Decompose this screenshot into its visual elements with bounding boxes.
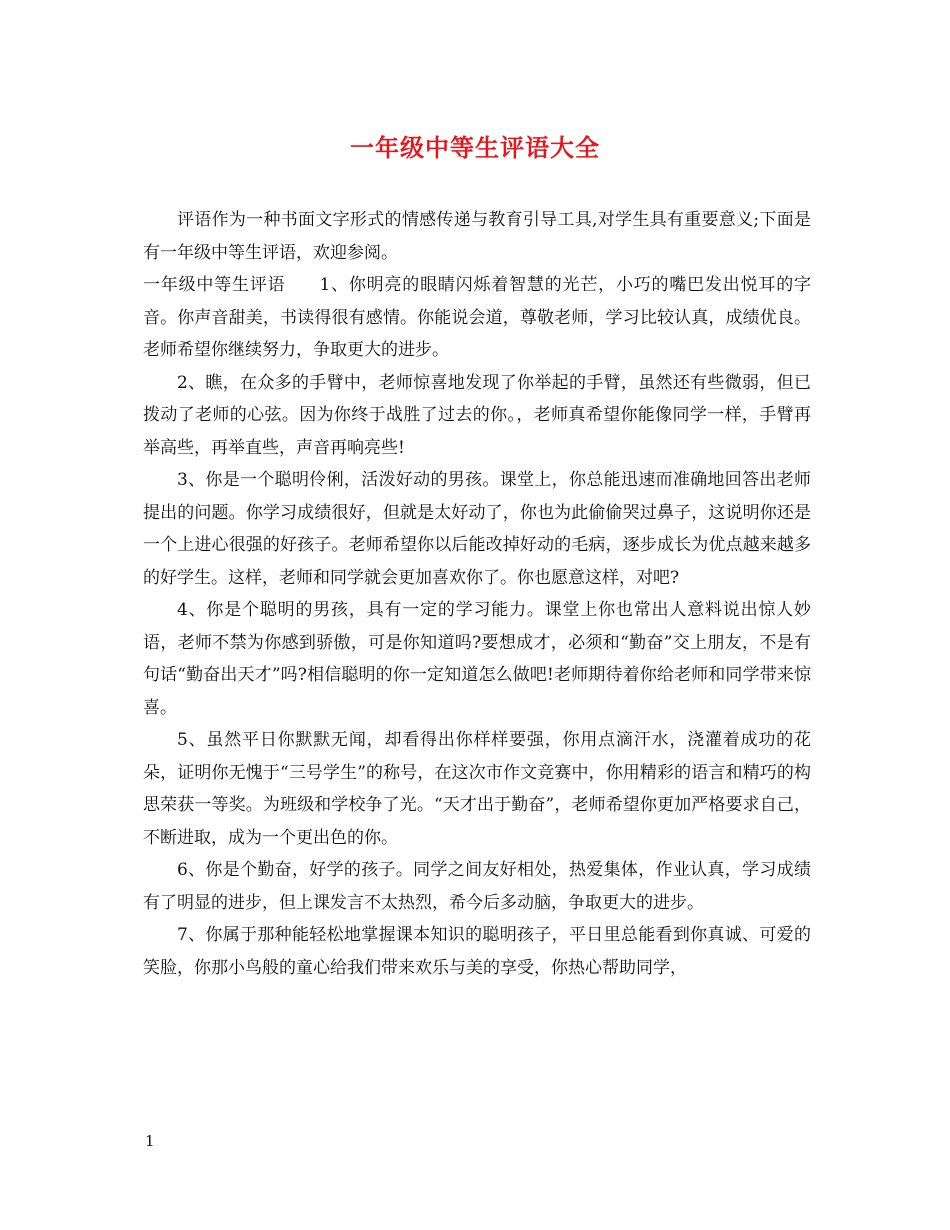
section-label: 一年级中等生评语 bbox=[143, 275, 286, 295]
page-number: 1 bbox=[145, 1132, 155, 1150]
document-title: 一年级中等生评语大全 bbox=[350, 133, 600, 162]
comment-paragraph-4: 4、你是个聪明的男孩，具有一定的学习能力。课堂上你也常出人意料说出惊人妙语，老师不禁为你感到骄傲，可是你知道吗?要想成才，必须和“勤奋”交上朋友，不是有句话“勤奋出天才”吗?相信聪明的你一定知道怎么做吧!老师期待着你给老师和同学带来惊喜。 bbox=[143, 600, 811, 718]
comment-paragraph-7: 7、你属于那种能轻松地掌握课本知识的聪明孩子，平日里总能看到你真诚、可爱的笑脸，你那小鸟般的童心给我们带来欢乐与美的享受，你热心帮助同学， bbox=[143, 925, 811, 978]
comment-paragraph-2: 2、瞧，在众多的手臂中，老师惊喜地发现了你举起的手臂，虽然还有些微弱，但已拨动了老师的心弦。因为你终于战胜了过去的你。，老师真希望你能像同学一样，手臂再举高些，再举直些，声音再响亮些! bbox=[143, 372, 811, 458]
comment-paragraph-6: 6、你是个勤奋，好学的孩子。同学之间友好相处，热爱集体，作业认真，学习成绩有了明显的进步，但上课发言不太热烈，希今后多动脑，争取更大的进步。 bbox=[143, 860, 811, 913]
comment-paragraph-1 bbox=[143, 269, 811, 367]
comment-paragraph-5: 5、虽然平日你默默无闻，却看得出你样样要强，你用点滴汗水，浇灌着成功的花朵，证明你无愧于“三号学生”的称号，在这次市作文竞赛中，你用精彩的语言和精巧的构思荣获一等奖。为班级和学校争了光。“天才出于勤奋”，老师希望你更加严格要求自己，不断进取，成为一个更出色的你。 bbox=[143, 730, 811, 848]
intro-paragraph: 评语作为一种书面文字形式的情感传递与教育引导工具,对学生具有重要意义;下面是有一年级中等生评语，欢迎参阅。 bbox=[143, 210, 811, 263]
comment-paragraph-3: 3、你是一个聪明伶俐，活泼好动的男孩。课堂上，你总能迅速而准确地回答出老师提出的问题。你学习成绩很好，但就是太好动了，你也为此偷偷哭过鼻子，这说明你还是一个上进心很强的好孩子。老师希望你以后能改掉好动的毛病，逐步成长为优点越来越多的好学生。这样，老师和同学就会更加喜欢你了。你也愿意这样，对吧? bbox=[143, 470, 811, 588]
document-body bbox=[143, 204, 811, 984]
comment-text-1: 1、你明亮的眼睛闪烁着智慧的光芒，小巧的嘴巴发出悦耳的字音。你声音甜美，书读得很有感情。你能说会道，尊敬老师，学习比较认真，成绩优良。老师希望你继续努力，争取更大的进步。 bbox=[143, 275, 812, 360]
